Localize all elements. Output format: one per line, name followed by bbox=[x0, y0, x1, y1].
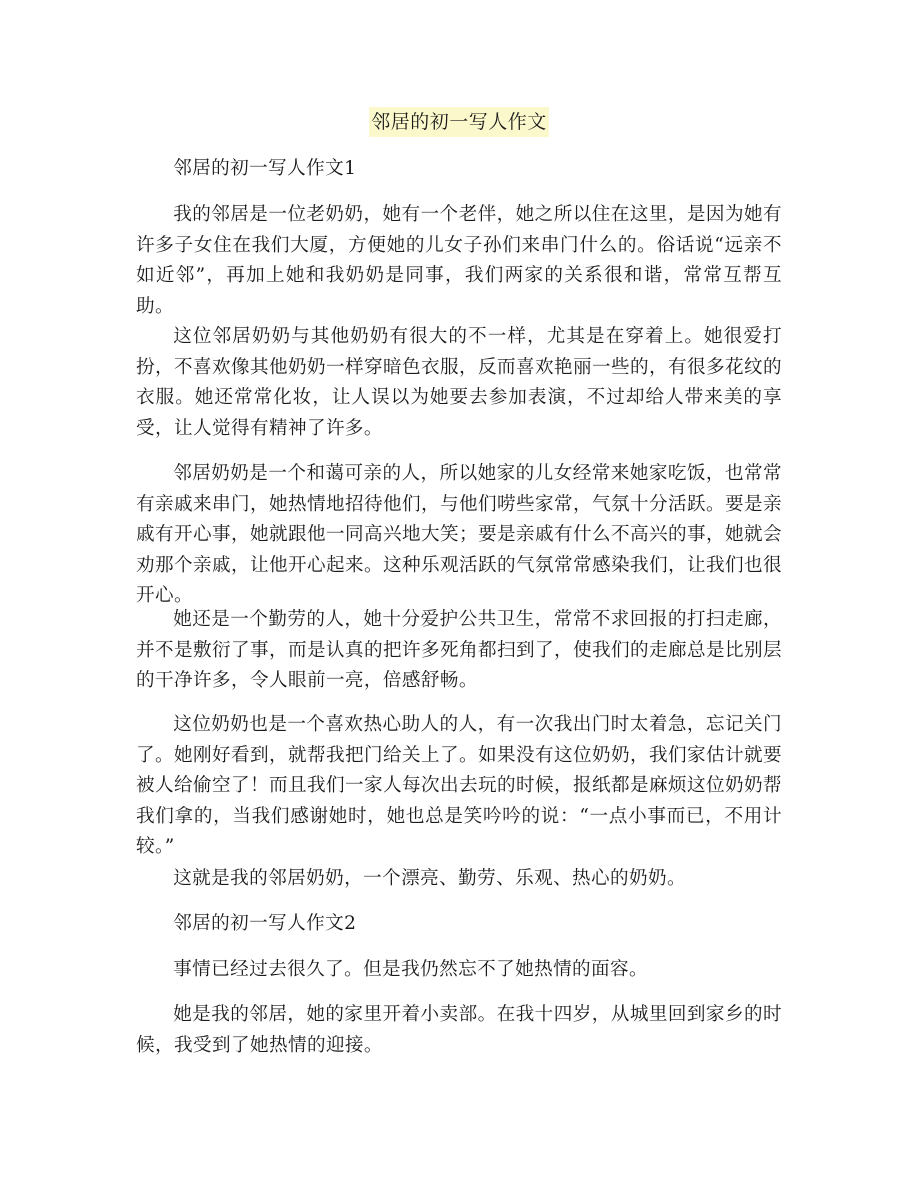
paragraph: 这就是我的邻居奶奶，一个漂亮、勤劳、乐观、热心的奶奶。 bbox=[173, 868, 687, 889]
paragraph: 她是我的邻居，她的家里开着小卖部。在我十四岁，从城里回到家乡的时候，我受到了她热情的迎接。 bbox=[136, 1004, 782, 1056]
section-heading-1: 邻居的初一写人作文1 bbox=[173, 158, 357, 179]
paragraph: 这位邻居奶奶与其他奶奶有很大的不一样，尤其是在穿着上。她很爱打扮，不喜欢像其他奶奶一样穿暗色衣服，反而喜欢艳丽一些的，有很多花纹的衣服。她还常常化妆，让人误以为她要去参加表演，不过却给人带来美的享受，让人觉得有精神了许多。 bbox=[136, 326, 782, 439]
section-heading-2: 邻居的初一写人作文2 bbox=[173, 913, 357, 934]
title-wrap bbox=[136, 107, 782, 137]
paragraph: 这位奶奶也是一个喜欢热心助人的人，有一次我出门时太着急，忘记关门了。她刚好看到，就帮我把门给关上了。如果没有这位奶奶，我们家估计就要被人给偷空了！而且我们一家人每次出去玩的时候，报纸都是麻烦这位奶奶帮我们拿的，当我们感谢她时，她也总是笑吟吟的说：“一点小事而已，不用计较。” bbox=[136, 714, 782, 857]
paragraph: 邻居奶奶是一个和蔼可亲的人，所以她家的儿女经常来她家吃饭，也常常有亲戚来串门，她热情地招待他们，与他们唠些家常，气氛十分活跃。要是亲戚有开心事，她就跟他一同高兴地大笑；要是亲戚有什么不高兴的事，她就会劝那个亲戚，让他开心起来。这种乐观活跃的气氛常常感染我们，让我们也很开心。 bbox=[136, 463, 782, 606]
paragraph: 她还是一个勤劳的人，她十分爱护公共卫生，常常不求回报的打扫走廊，并不是敷衍了事，而是认真的把许多死角都扫到了，使我们的走廊总是比别层的干净许多，令人眼前一亮，倍感舒畅。 bbox=[136, 609, 782, 691]
paragraph: 事情已经过去很久了。但是我仍然忘不了她热情的面容。 bbox=[173, 959, 649, 980]
document-title: 邻居的初一写人作文 bbox=[369, 107, 549, 137]
paragraph: 我的邻居是一位老奶奶，她有一个老伴，她之所以住在这里，是因为她有许多子女住在我们大厦，方便她的儿女子孙们来串门什么的。俗话说“远亲不如近邻”，再加上她和我奶奶是同事，我们两家的关系很和谐，常常互帮互助。 bbox=[136, 204, 782, 317]
